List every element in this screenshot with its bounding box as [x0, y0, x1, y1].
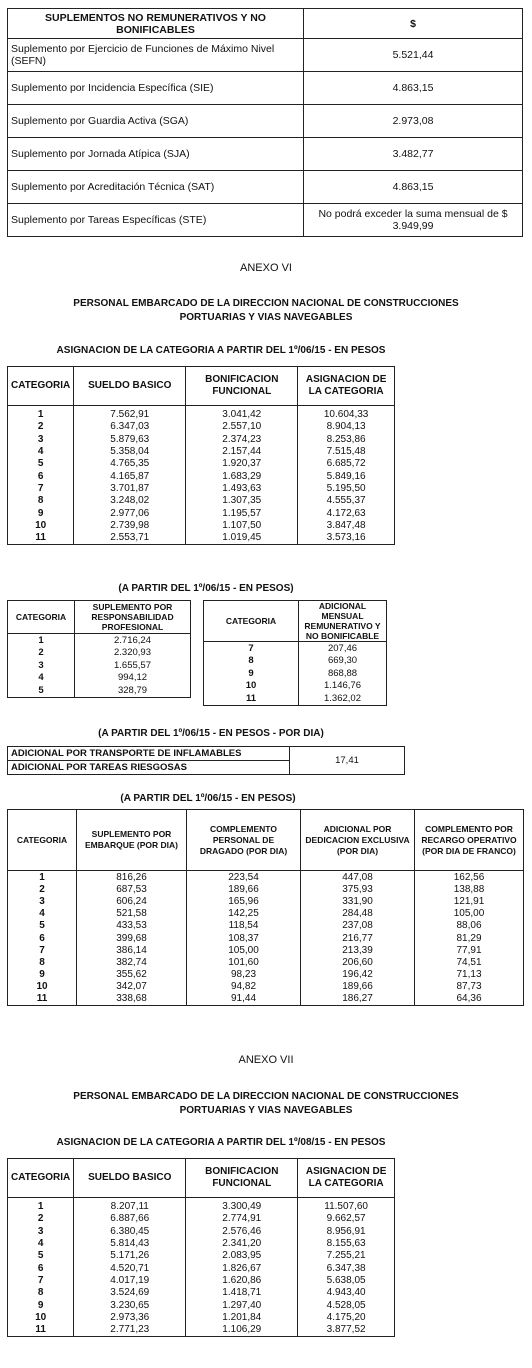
table-row: [8, 1312, 395, 1324]
anexo-vi-subtitle-1: PERSONAL EMBARCADO DE LA DIRECCION NACIONAL DE CONSTRUCCIONES: [73, 298, 459, 309]
value-cell: 2.557,10: [186, 421, 298, 433]
value-cell: 121,91: [415, 895, 524, 907]
table-row: [8, 483, 395, 495]
suplemento-value: No podrá exceder la suma mensual de $ 3.949,99: [304, 204, 523, 237]
table-row: [8, 659, 191, 672]
value-cell: 1.920,37: [186, 458, 298, 470]
value-cell: 1.362,02: [299, 692, 387, 705]
table-row: [8, 672, 191, 685]
categoria-cell: 5: [8, 458, 74, 470]
adicional-value: 17,41: [290, 747, 405, 775]
value-cell: 207,46: [299, 642, 387, 655]
value-cell: 1.107,50: [186, 520, 298, 532]
table-row: [204, 655, 387, 668]
adicional-label: ADICIONAL POR TRANSPORTE DE INFLAMABLES: [8, 747, 290, 761]
value-cell: 162,56: [415, 871, 524, 884]
col-header: SUELDO BASICO: [74, 367, 186, 406]
categoria-cell: 7: [8, 944, 77, 956]
categoria-cell: 3: [8, 434, 74, 446]
categoria-cell: 3: [8, 1226, 74, 1238]
categoria-cell: 2: [8, 647, 75, 660]
value-cell: 816,26: [77, 871, 187, 884]
table-row: [8, 1275, 395, 1287]
table-row: [8, 634, 191, 647]
value-cell: 1.826,67: [186, 1262, 298, 1274]
table-row: [8, 1324, 395, 1337]
table-row: [8, 684, 191, 697]
value-cell: 868,88: [299, 667, 387, 680]
categoria-cell: 6: [8, 1262, 74, 1274]
suplemento-label: Suplemento por Tareas Específicas (STE): [8, 204, 304, 237]
value-cell: 3.300,49: [186, 1198, 298, 1214]
table-row: [204, 692, 387, 705]
value-cell: 669,30: [299, 655, 387, 668]
value-cell: 5.814,43: [74, 1238, 186, 1250]
table-row: [8, 920, 524, 932]
table-row: [8, 932, 524, 944]
value-cell: 237,08: [301, 920, 415, 932]
categoria-cell: 5: [8, 920, 77, 932]
value-cell: 342,07: [77, 981, 187, 993]
value-cell: 284,48: [301, 908, 415, 920]
value-cell: 1.201,84: [186, 1312, 298, 1324]
value-cell: 331,90: [301, 895, 415, 907]
value-cell: 4.172,63: [298, 507, 395, 519]
table-row: [8, 956, 524, 968]
table-row: [8, 944, 524, 956]
categoria-cell: 4: [8, 1238, 74, 1250]
value-cell: 91,44: [187, 993, 301, 1006]
value-cell: 328,79: [75, 684, 191, 697]
table-row: [8, 495, 395, 507]
table-row: [8, 981, 524, 993]
value-cell: 2.716,24: [75, 634, 191, 647]
table-row: [8, 507, 395, 519]
value-cell: 7.562,91: [74, 406, 186, 422]
value-cell: 4.528,05: [298, 1299, 395, 1311]
table-row: [8, 1213, 395, 1225]
value-cell: 7.255,21: [298, 1250, 395, 1262]
categoria-cell: 1: [8, 406, 74, 422]
value-cell: 11.507,60: [298, 1198, 395, 1214]
anexo-vi-subtitle-2: PORTUARIAS Y VIAS NAVEGABLES: [179, 312, 353, 323]
value-cell: 3.573,16: [298, 532, 395, 545]
value-cell: 3.701,87: [74, 483, 186, 495]
table-row: [8, 434, 395, 446]
table-row: [8, 520, 395, 532]
adicional-mensual-table: [203, 600, 387, 706]
value-cell: 196,42: [301, 969, 415, 981]
value-cell: 1.146,76: [299, 680, 387, 693]
value-cell: 4.165,87: [74, 470, 186, 482]
table-header: [8, 810, 524, 871]
col-header: COMPLEMENTO PERSONAL DE DRAGADO (POR DIA): [187, 810, 301, 871]
value-cell: 521,58: [77, 908, 187, 920]
value-cell: 6.685,72: [298, 458, 395, 470]
categoria-cell: 5: [8, 1250, 74, 1262]
value-cell: 355,62: [77, 969, 187, 981]
value-cell: 399,68: [77, 932, 187, 944]
table-header: [204, 601, 387, 642]
anexo-vi-categoria-table: [7, 366, 395, 545]
categoria-cell: 2: [8, 883, 77, 895]
table-row: [204, 667, 387, 680]
value-cell: 7.515,48: [298, 446, 395, 458]
categoria-cell: 3: [8, 895, 77, 907]
value-cell: 433,53: [77, 920, 187, 932]
value-cell: 3.041,42: [186, 406, 298, 422]
suplemento-value: 4.863,15: [304, 72, 523, 105]
col-header: CATEGORIA: [204, 601, 299, 642]
suplemento-value: 5.521,44: [304, 39, 523, 72]
value-cell: 4.175,20: [298, 1312, 395, 1324]
value-cell: 8.155,63: [298, 1238, 395, 1250]
value-cell: 165,96: [187, 895, 301, 907]
suplemento-value: 2.973,08: [304, 105, 523, 138]
suplemento-label: Suplemento por Guardia Activa (SGA): [8, 105, 304, 138]
value-cell: 94,82: [187, 981, 301, 993]
table-row: [8, 1250, 395, 1262]
categoria-cell: 11: [8, 532, 74, 545]
table-header: [8, 601, 191, 634]
value-cell: 71,13: [415, 969, 524, 981]
suplementos-table: [7, 8, 523, 237]
categoria-cell: 9: [8, 507, 74, 519]
value-cell: 1.683,29: [186, 470, 298, 482]
value-cell: 4.943,40: [298, 1287, 395, 1299]
value-cell: 101,60: [187, 956, 301, 968]
value-cell: 447,08: [301, 871, 415, 884]
value-cell: 5.171,26: [74, 1250, 186, 1262]
value-cell: 6.347,03: [74, 421, 186, 433]
responsabilidad-table: [7, 600, 191, 698]
value-cell: 3.524,69: [74, 1287, 186, 1299]
value-cell: 3.230,65: [74, 1299, 186, 1311]
categoria-cell: 8: [8, 495, 74, 507]
categoria-cell: 4: [8, 672, 75, 685]
value-cell: 142,25: [187, 908, 301, 920]
categoria-cell: 2: [8, 1213, 74, 1225]
suplemento-value: 3.482,77: [304, 138, 523, 171]
value-cell: 338,68: [77, 993, 187, 1006]
value-cell: 2.157,44: [186, 446, 298, 458]
categoria-cell: 3: [8, 659, 75, 672]
value-cell: 1.655,57: [75, 659, 191, 672]
value-cell: 2.739,98: [74, 520, 186, 532]
table-row: [8, 871, 524, 884]
col-header: CATEGORIA: [8, 367, 74, 406]
value-cell: 108,37: [187, 932, 301, 944]
categoria-cell: 1: [8, 1198, 74, 1214]
anexo-vii-subtitle-1: PERSONAL EMBARCADO DE LA DIRECCION NACIONAL DE CONSTRUCCIONES: [73, 1091, 459, 1102]
value-cell: 81,29: [415, 932, 524, 944]
table-row: [8, 458, 395, 470]
table-row: [8, 1262, 395, 1274]
value-cell: 2.341,20: [186, 1238, 298, 1250]
categoria-cell: 11: [8, 1324, 74, 1337]
value-cell: 64,36: [415, 993, 524, 1006]
value-cell: 118,54: [187, 920, 301, 932]
value-cell: 2.374,23: [186, 434, 298, 446]
categoria-cell: 7: [204, 642, 299, 655]
col-header: CATEGORIA: [8, 1159, 74, 1198]
value-cell: 1.493,63: [186, 483, 298, 495]
categoria-cell: 5: [8, 684, 75, 697]
table-row: [8, 895, 524, 907]
table-row: [8, 1198, 395, 1214]
col-header: CATEGORIA: [8, 601, 75, 634]
embarque-table: [7, 809, 524, 1006]
value-cell: 382,74: [77, 956, 187, 968]
table-header: [8, 367, 395, 406]
table-row: [204, 642, 387, 655]
value-cell: 2.973,36: [74, 1312, 186, 1324]
categoria-cell: 11: [204, 692, 299, 705]
categoria-cell: 6: [8, 470, 74, 482]
value-cell: 606,24: [77, 895, 187, 907]
col-header: COMPLEMENTO POR RECARGO OPERATIVO (POR DIA DE FRANCO): [415, 810, 524, 871]
value-cell: 77,91: [415, 944, 524, 956]
value-cell: 687,53: [77, 883, 187, 895]
value-cell: 186,27: [301, 993, 415, 1006]
col-header: ADICIONAL MENSUAL REMUNERATIVO Y NO BONIFICABLE: [299, 601, 387, 642]
categoria-cell: 1: [8, 634, 75, 647]
table-row: [8, 406, 395, 422]
col-header: BONIFICACION FUNCIONAL: [186, 1159, 298, 1198]
col-header: BONIFICACION FUNCIONAL: [186, 367, 298, 406]
value-cell: 1.195,57: [186, 507, 298, 519]
categoria-cell: 8: [8, 1287, 74, 1299]
value-cell: 6.347,38: [298, 1262, 395, 1274]
value-cell: 4.765,35: [74, 458, 186, 470]
value-cell: 138,88: [415, 883, 524, 895]
table-row: [8, 421, 395, 433]
table-row: [8, 883, 524, 895]
value-cell: 105,00: [415, 908, 524, 920]
anexo-vi-title: ANEXO VI: [240, 262, 292, 274]
value-cell: 3.248,02: [74, 495, 186, 507]
value-cell: 206,60: [301, 956, 415, 968]
col-header: SUPLEMENTO POR RESPONSABILIDAD PROFESIONAL: [75, 601, 191, 634]
col-header: ADICIONAL POR DEDICACION EXCLUSIVA (POR DIA): [301, 810, 415, 871]
table-row: [8, 969, 524, 981]
value-cell: 98,23: [187, 969, 301, 981]
value-cell: 1.019,45: [186, 532, 298, 545]
table-row: [8, 993, 524, 1006]
value-cell: 5.849,16: [298, 470, 395, 482]
adicional-label: ADICIONAL POR TAREAS RIESGOSAS: [8, 761, 290, 775]
value-cell: 2.977,06: [74, 507, 186, 519]
value-cell: 189,66: [301, 981, 415, 993]
anexo-vi-table1-title: ASIGNACION DE LA CATEGORIA A PARTIR DEL 1º/06/15 - EN PESOS: [56, 345, 386, 356]
value-cell: 216,77: [301, 932, 415, 944]
value-cell: 1.418,71: [186, 1287, 298, 1299]
value-cell: 6.887,66: [74, 1213, 186, 1225]
value-cell: 5.638,05: [298, 1275, 395, 1287]
categoria-cell: 7: [8, 1275, 74, 1287]
suplemento-label: Suplemento por Incidencia Específica (SIE): [8, 72, 304, 105]
value-cell: 6.380,45: [74, 1226, 186, 1238]
value-cell: 375,93: [301, 883, 415, 895]
categoria-cell: 9: [204, 667, 299, 680]
suplemento-value: 4.863,15: [304, 171, 523, 204]
table-row: [8, 1238, 395, 1250]
value-cell: 1.297,40: [186, 1299, 298, 1311]
value-cell: 994,12: [75, 672, 191, 685]
value-cell: 2.774,91: [186, 1213, 298, 1225]
anexo-vii-subtitle-2: PORTUARIAS Y VIAS NAVEGABLES: [179, 1105, 353, 1116]
value-cell: 213,39: [301, 944, 415, 956]
value-cell: 4.555,37: [298, 495, 395, 507]
table-row: [204, 680, 387, 693]
table-row: [8, 446, 395, 458]
suplemento-label: Suplemento por Ejercicio de Funciones de Máximo Nivel (SEFN): [8, 39, 304, 72]
anexo-vi-table2-title: (A PARTIR DEL 1º/06/15 - EN PESOS): [118, 583, 294, 594]
anexo-vii-categoria-table: [7, 1158, 395, 1337]
categoria-cell: 10: [8, 520, 74, 532]
value-cell: 5.879,63: [74, 434, 186, 446]
categoria-cell: 10: [8, 1312, 74, 1324]
categoria-cell: 4: [8, 446, 74, 458]
value-cell: 3.847,48: [298, 520, 395, 532]
value-cell: 2.320,93: [75, 647, 191, 660]
categoria-cell: 8: [8, 956, 77, 968]
anexo-vi-table3-title: (A PARTIR DEL 1º/06/15 - EN PESOS - POR DIA): [98, 728, 324, 739]
value-cell: 1.307,35: [186, 495, 298, 507]
value-cell: 8.956,91: [298, 1226, 395, 1238]
table-row: [8, 1299, 395, 1311]
categoria-cell: 9: [8, 1299, 74, 1311]
value-cell: 9.662,57: [298, 1213, 395, 1225]
value-cell: 5.358,04: [74, 446, 186, 458]
value-cell: 87,73: [415, 981, 524, 993]
categoria-cell: 6: [8, 932, 77, 944]
suplemento-label: Suplemento por Jornada Atípica (SJA): [8, 138, 304, 171]
value-cell: 74,51: [415, 956, 524, 968]
value-cell: 10.604,33: [298, 406, 395, 422]
categoria-cell: 7: [8, 483, 74, 495]
value-cell: 105,00: [187, 944, 301, 956]
value-cell: 5.195,50: [298, 483, 395, 495]
value-cell: 2.576,46: [186, 1226, 298, 1238]
suplemento-label: Suplemento por Acreditación Técnica (SAT): [8, 171, 304, 204]
table-row: [8, 908, 524, 920]
categoria-cell: 9: [8, 969, 77, 981]
categoria-cell: 10: [204, 680, 299, 693]
suplementos-header: SUPLEMENTOS NO REMUNERATIVOS Y NO BONIFICABLES: [8, 9, 304, 39]
value-cell: 8.253,86: [298, 434, 395, 446]
anexo-vii-title: ANEXO VII: [238, 1054, 294, 1066]
anexo-vii-table1-title: ASIGNACION DE LA CATEGORIA A PARTIR DEL 1º/08/15 - EN PESOS: [56, 1137, 386, 1148]
table-row: [8, 470, 395, 482]
col-header: ASIGNACION DE LA CATEGORIA: [298, 367, 395, 406]
adicional-por-dia-table: [7, 746, 405, 775]
categoria-cell: 2: [8, 421, 74, 433]
categoria-cell: 8: [204, 655, 299, 668]
value-cell: 8.207,11: [74, 1198, 186, 1214]
table-row: [8, 647, 191, 660]
value-cell: 1.106,29: [186, 1324, 298, 1337]
col-header: CATEGORIA: [8, 810, 77, 871]
value-cell: 2.771,23: [74, 1324, 186, 1337]
table-row: [8, 1226, 395, 1238]
value-cell: 386,14: [77, 944, 187, 956]
categoria-cell: 10: [8, 981, 77, 993]
table-row: [8, 532, 395, 545]
suplementos-header-currency: $: [304, 9, 523, 39]
value-cell: 1.620,86: [186, 1275, 298, 1287]
col-header: SUELDO BASICO: [74, 1159, 186, 1198]
value-cell: 223,54: [187, 871, 301, 884]
value-cell: 4.017,19: [74, 1275, 186, 1287]
value-cell: 189,66: [187, 883, 301, 895]
value-cell: 2.083,95: [186, 1250, 298, 1262]
col-header: SUPLEMENTO POR EMBARQUE (POR DIA): [77, 810, 187, 871]
col-header: ASIGNACION DE LA CATEGORIA: [298, 1159, 395, 1198]
categoria-cell: 11: [8, 993, 77, 1006]
anexo-vi-table4-title: (A PARTIR DEL 1º/06/15 - EN PESOS): [120, 793, 296, 804]
value-cell: 3.877,52: [298, 1324, 395, 1337]
value-cell: 8.904,13: [298, 421, 395, 433]
value-cell: 88,06: [415, 920, 524, 932]
categoria-cell: 1: [8, 871, 77, 884]
categoria-cell: 4: [8, 908, 77, 920]
table-header: [8, 1159, 395, 1198]
value-cell: 4.520,71: [74, 1262, 186, 1274]
value-cell: 2.553,71: [74, 532, 186, 545]
table-row: [8, 1287, 395, 1299]
